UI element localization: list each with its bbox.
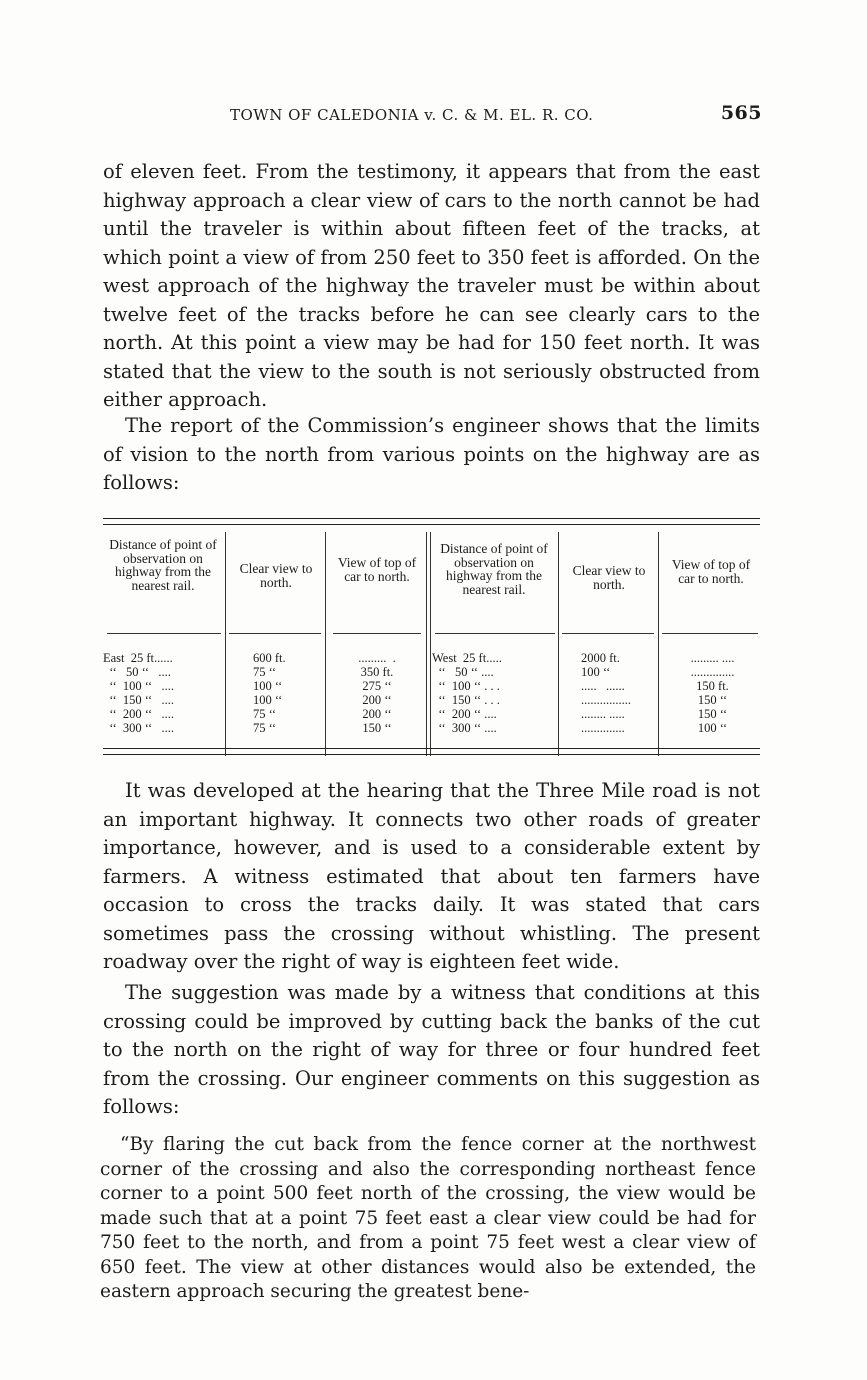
- table-cell: ‘‘ 200 ‘‘ ....: [432, 707, 497, 721]
- table-cell: ........ .....: [581, 707, 625, 721]
- table-top-rule: [103, 524, 760, 525]
- table-cell: East 25 ft......: [103, 651, 173, 665]
- table-cell: ................: [581, 693, 631, 707]
- paragraph-text: of eleven feet. From the testimony, it appears that from the east highway approach a clear view of cars to the north cannot be had until the traveler is within about fifteen feet of the tracks, at which point a view of from 250 feet to 350 feet is afforded. On the west approach of the highway the traveler must be within about twelve feet of the tracks before he can see clearly cars to the north. At this point a view may be had for 150 feet north. It was stated that the view to the south is not seriously obstructed from either approach.: [103, 160, 760, 411]
- table-top-rule: [103, 518, 760, 519]
- header-underline: [229, 633, 321, 634]
- table-cell: 100 ‘‘: [697, 721, 728, 735]
- page-number: 565: [720, 102, 762, 124]
- table-cell: ‘‘ 150 ‘‘ . . .: [432, 693, 500, 707]
- paragraph-testimony: [103, 158, 760, 415]
- table-cell: ..... ......: [581, 679, 625, 693]
- header-underline: [107, 633, 221, 634]
- table-row: [103, 680, 760, 692]
- table-cell: ‘‘ 50 ‘‘ ....: [432, 665, 494, 679]
- table-cell: West 25 ft.....: [432, 651, 502, 665]
- table-cell: 350 ft.: [360, 665, 394, 679]
- table-cell: ‘‘ 300 ‘‘ ....: [432, 721, 497, 735]
- paragraph-engineer-report: [103, 412, 760, 498]
- table-cell: 600 ft.: [253, 651, 286, 665]
- header-underline: [662, 633, 758, 634]
- paragraph-hearing: [103, 777, 760, 977]
- table-cell: 150 ft.: [696, 679, 729, 693]
- table-row: [103, 708, 760, 720]
- table-row: [103, 652, 760, 664]
- paragraph-suggestion: [103, 979, 760, 1122]
- table-cell: ‘‘ 150 ‘‘ ....: [103, 693, 175, 707]
- table-cell: 275 ‘‘: [362, 679, 392, 693]
- header-underline: [562, 633, 654, 634]
- table-cell: ‘‘ 300 ‘‘ ....: [103, 721, 175, 735]
- vision-limits-table: [103, 518, 760, 756]
- table-cell: 75 ‘‘: [253, 707, 277, 721]
- page-header: [230, 102, 762, 124]
- paragraph-text: It was developed at the hearing that the Three Mile road is not an important highway. It connects two other roads of greater importance, however, and is used to a considerable extent by farmers. A witness estimated that about ten farmers have occasion to cross the tracks daily. It was stated that cars sometimes pass the crossing without whistling. The present roadway over the right of way is eighteen feet wide.: [103, 779, 760, 973]
- table-bottom-rule: [103, 748, 760, 749]
- table-cell: ‘‘ 200 ‘‘ ....: [103, 707, 175, 721]
- table-cell: 150 ‘‘: [697, 707, 728, 721]
- column-header-view-top: View of top of car to north.: [337, 555, 417, 584]
- table-cell: 100 ‘‘: [581, 665, 611, 679]
- column-header-clear-view: Clear view to north.: [572, 563, 646, 592]
- column-header-view-top: View of top of car to north.: [671, 557, 751, 586]
- table-row: [103, 666, 760, 678]
- table-row: [103, 694, 760, 706]
- table-cell: 2000 ft.: [581, 651, 620, 665]
- header-underline: [333, 633, 421, 634]
- table-cell: ..............: [581, 721, 625, 735]
- table-cell: ‘‘ 100 ‘‘ . . .: [432, 679, 500, 693]
- paragraph-text: The report of the Commission’s engineer shows that the limits of vision to the north from various points on the highway are as follows:: [103, 414, 760, 494]
- table-cell: 75 ‘‘: [253, 665, 277, 679]
- running-title: TOWN OF CALEDONIA v. C. & M. EL. R. CO.: [230, 106, 594, 124]
- column-header-distance-east: Distance of point of observation on highway from the nearest rail.: [109, 537, 217, 593]
- paragraph-text: The suggestion was made by a witness that conditions at this crossing could be improved by cutting back the banks of the cut to the north on the right of way for three or four hundred feet from the crossing. Our engineer comments on this suggestion as follows:: [103, 981, 760, 1118]
- table-cell: 150 ‘‘: [697, 693, 728, 707]
- table-cell: ‘‘ 100 ‘‘ ....: [103, 679, 175, 693]
- table-cell: 200 ‘‘: [362, 707, 392, 721]
- table-cell: 100 ‘‘: [253, 693, 283, 707]
- column-header-clear-view: Clear view to north.: [239, 561, 313, 590]
- table-cell: 150 ‘‘: [362, 721, 392, 735]
- table-bottom-rule: [103, 754, 760, 755]
- table-row: [103, 722, 760, 734]
- table-cell: ‘‘ 50 ‘‘ ....: [103, 665, 171, 679]
- table-cell: 100 ‘‘: [253, 679, 283, 693]
- column-header-distance-west: Distance of point of observation on highway from the nearest rail.: [440, 541, 548, 597]
- table-cell: 75 ‘‘: [253, 721, 277, 735]
- table-cell: ..............: [690, 665, 735, 679]
- header-underline: [435, 633, 555, 634]
- table-cell: ......... ....: [690, 651, 735, 665]
- table-cell: ......... .: [358, 651, 396, 665]
- table-cell: 200 ‘‘: [362, 693, 392, 707]
- engineer-quote: “By flaring the cut back from the fence corner at the northwest corner of the crossing and also the corresponding northeast fence corner to a point 500 feet north of the crossing, the view would be made such that at a point 75 feet east a clear view could be had for 750 feet to the north, and from a point 75 feet west a clear view of 650 feet. The view at other distances would also be extended, the eastern approach securing the greatest bene-: [100, 1134, 756, 1302]
